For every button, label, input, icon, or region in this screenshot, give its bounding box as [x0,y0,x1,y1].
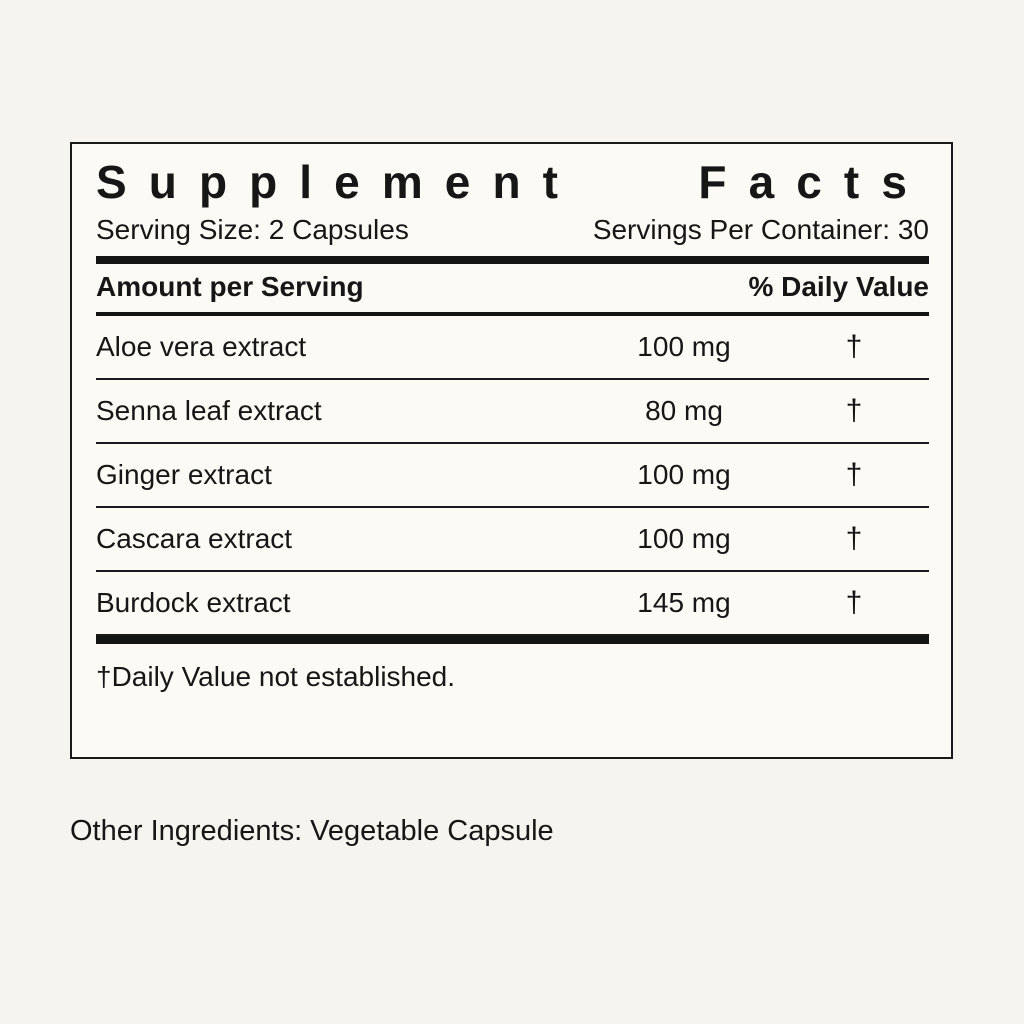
ingredient-name: Cascara extract [96,522,293,554]
table-row [96,316,929,380]
ingredient-amount: 80 mg [645,394,723,426]
ingredient-amount: 100 mg [637,330,731,362]
column-header-amount: Amount per Serving [96,270,364,302]
serving-info-row [96,212,929,247]
daily-value-dagger: † [845,521,863,555]
column-header-row [96,264,929,312]
table-row [96,508,929,572]
daily-value-dagger: † [845,457,863,491]
supplement-facts-title [96,157,929,209]
ingredient-amount: 100 mg [637,458,731,490]
ingredient-amount: 100 mg [637,522,731,554]
title-word-facts: Facts [698,156,929,208]
ingredient-name: Senna leaf extract [96,394,322,426]
daily-value-dagger: † [845,393,863,427]
ingredient-amount: 145 mg [637,586,731,618]
daily-value-dagger: † [845,585,863,619]
other-ingredients-text: Other Ingredients: Vegetable Capsule [70,815,554,847]
ingredient-name: Aloe vera extract [96,330,307,362]
ingredient-name: Ginger extract [96,458,272,490]
serving-size-text: Serving Size: 2 Capsules [96,213,409,245]
servings-per-container-text: Servings Per Container: 30 [592,213,929,245]
column-header-daily-value: % Daily Value [748,270,929,302]
ingredient-name: Burdock extract [96,586,291,618]
table-row [96,444,929,508]
daily-value-footnote: †Daily Value not established. [96,660,456,692]
table-row [96,572,929,636]
table-row [96,380,929,444]
daily-value-dagger: † [845,329,863,363]
divider-thick-bottom [96,636,929,644]
divider-thick-top [96,256,929,264]
supplement-facts-panel [70,142,953,759]
title-word-supplement: Supplement [96,156,581,208]
